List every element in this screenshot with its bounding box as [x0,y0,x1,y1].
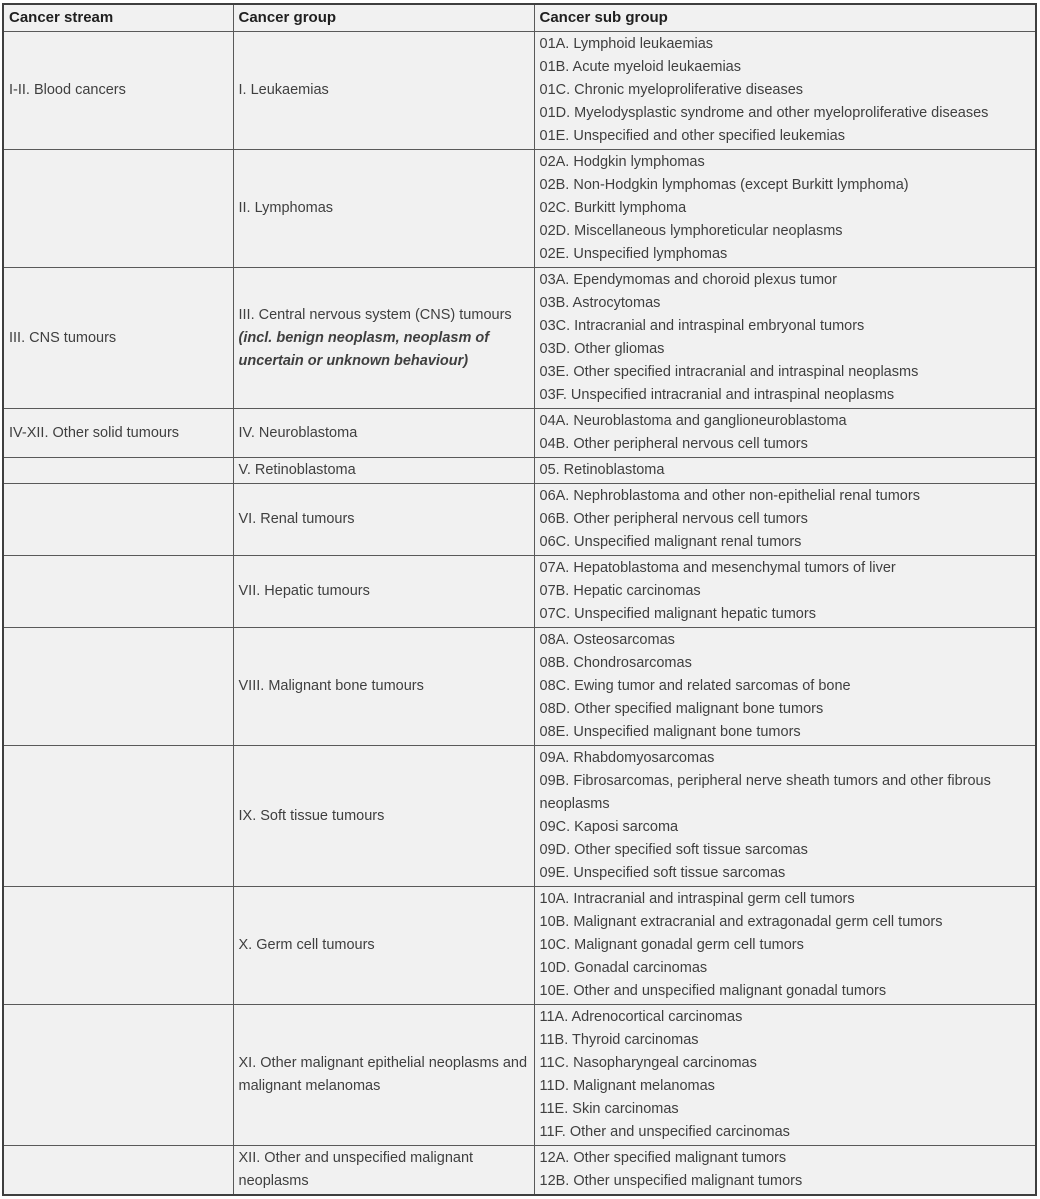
stream-cell [3,458,233,484]
subgroup-line: 01B. Acute myeloid leukaemias [539,59,741,75]
column-header-subgroup: Cancer sub group [534,4,1036,32]
group-cell [233,484,534,556]
table-body [3,32,1036,1196]
stream-cell [3,1146,233,1196]
subgroup-line: 07A. Hepatoblastoma and mesenchymal tumors of liver [539,560,896,576]
group-label: XI. Other malignant epithelial neoplasms and malignant melanomas [238,1055,528,1094]
subgroup-line: 11F. Other and unspecified carcinomas [539,1124,790,1140]
group-label: XII. Other and unspecified malignant neoplasms [238,1150,474,1189]
group-label: V. Retinoblastoma [238,462,356,478]
stream-cell [3,1005,233,1146]
group-cell [233,32,534,150]
subgroup-line: 08E. Unspecified malignant bone tumors [539,724,801,740]
table-row [3,484,1036,556]
subgroup-line: 11B. Thyroid carcinomas [539,1032,699,1048]
subgroup-line: 09D. Other specified soft tissue sarcomas [539,842,808,858]
subgroup-line: 04B. Other peripheral nervous cell tumors [539,436,808,452]
group-cell [233,150,534,268]
group-label: II. Lymphomas [238,200,334,216]
table-row [3,887,1036,1005]
subgroup-line: 07C. Unspecified malignant hepatic tumors [539,606,816,622]
group-cell [233,887,534,1005]
group-cell [233,1146,534,1196]
stream-cell [3,887,233,1005]
subgroup-cell [534,458,1036,484]
group-cell [233,556,534,628]
column-header-stream: Cancer stream [3,4,233,32]
subgroup-line: 08A. Osteosarcomas [539,632,675,648]
group-label: IX. Soft tissue tumours [238,807,385,824]
table-row [3,268,1036,409]
subgroup-line: 02A. Hodgkin lymphomas [539,154,705,170]
subgroup-line: 10B. Malignant extracranial and extragonadal germ cell tumors [539,914,943,930]
subgroup-line: 11A. Adrenocortical carcinomas [539,1009,743,1025]
subgroup-cell [534,1005,1036,1146]
subgroup-line: 10D. Gonadal carcinomas [539,960,708,976]
subgroup-line: 08C. Ewing tumor and related sarcomas of bone [539,678,851,694]
subgroup-line: 02D. Miscellaneous lymphoreticular neoplasms [539,223,843,239]
column-header-group: Cancer group [233,4,534,32]
subgroup-line: 11C. Nasopharyngeal carcinomas [539,1055,757,1071]
stream-cell: I-II. Blood cancers [3,32,233,150]
group-note: (incl. benign neoplasm, neoplasm of uncertain or unknown behaviour) [238,329,490,369]
cancer-classification-table [2,3,1037,1196]
subgroup-cell [534,1146,1036,1196]
subgroup-line: 08B. Chondrosarcomas [539,655,692,671]
table-row [3,628,1036,746]
subgroup-line: 03A. Ependymomas and choroid plexus tumor [539,272,837,288]
subgroup-cell [534,484,1036,556]
subgroup-line: 03D. Other gliomas [539,341,665,357]
stream-cell [3,746,233,887]
header-row [3,4,1036,32]
group-label: VII. Hepatic tumours [238,583,370,599]
subgroup-line: 12A. Other specified malignant tumors [539,1150,787,1166]
stream-cell [3,150,233,268]
group-cell [233,628,534,746]
subgroup-line: 03F. Unspecified intracranial and intraspinal neoplasms [539,387,895,403]
subgroup-cell [534,268,1036,409]
group-cell [233,409,534,458]
subgroup-line: 01E. Unspecified and other specified leukemias [539,128,845,144]
subgroup-line: 09B. Fibrosarcomas, peripheral nerve sheath tumors and other fibrous neoplasms [539,773,991,812]
subgroup-line: 03E. Other specified intracranial and intraspinal neoplasms [539,364,919,380]
subgroup-line: 02E. Unspecified lymphomas [539,246,728,262]
subgroup-cell [534,150,1036,268]
subgroup-line: 02C. Burkitt lymphoma [539,200,687,216]
table-row [3,1146,1036,1196]
group-label: IV. Neuroblastoma [238,424,358,441]
subgroup-line: 01C. Chronic myeloproliferative diseases [539,82,804,98]
stream-cell [3,484,233,556]
group-cell [233,268,534,409]
group-label: X. Germ cell tumours [238,937,375,953]
subgroup-cell [534,887,1036,1005]
table-row [3,458,1036,484]
subgroup-line: 06A. Nephroblastoma and other non-epithelial renal tumors [539,488,920,504]
group-cell [233,458,534,484]
subgroup-cell [534,409,1036,458]
subgroup-line: 11E. Skin carcinomas [539,1101,679,1117]
group-cell [233,1005,534,1146]
subgroup-line: 03B. Astrocytomas [539,295,661,311]
subgroup-cell [534,556,1036,628]
subgroup-line: 10C. Malignant gonadal germ cell tumors [539,937,804,953]
subgroup-line: 12B. Other unspecified malignant tumors [539,1173,803,1189]
subgroup-cell [534,628,1036,746]
group-label: I. Leukaemias [238,82,329,98]
group-label: III. Central nervous system (CNS) tumours [238,306,512,323]
subgroup-line: 01A. Lymphoid leukaemias [539,36,714,52]
subgroup-line: 08D. Other specified malignant bone tumors [539,701,824,717]
subgroup-cell [534,746,1036,887]
table-row [3,1005,1036,1146]
subgroup-line: 10A. Intracranial and intraspinal germ cell tumors [539,891,855,907]
stream-cell: IV-XII. Other solid tumours [3,409,233,458]
stream-cell: III. CNS tumours [3,268,233,409]
subgroup-line: 06C. Unspecified malignant renal tumors [539,534,802,550]
subgroup-line: 11D. Malignant melanomas [539,1078,715,1094]
subgroup-line: 07B. Hepatic carcinomas [539,583,701,599]
subgroup-line: 03C. Intracranial and intraspinal embryonal tumors [539,318,865,334]
subgroup-line: 04A. Neuroblastoma and ganglioneuroblastoma [539,413,847,429]
table-row [3,150,1036,268]
subgroup-line: 09C. Kaposi sarcoma [539,819,679,835]
table-row [3,32,1036,150]
subgroup-line: 09A. Rhabdomyosarcomas [539,750,715,766]
subgroup-line: 06B. Other peripheral nervous cell tumors [539,511,808,527]
group-label: VIII. Malignant bone tumours [238,678,424,694]
table-row [3,556,1036,628]
table-row [3,746,1036,887]
subgroup-line: 05. Retinoblastoma [539,462,665,478]
subgroup-line: 01D. Myelodysplastic syndrome and other myeloproliferative diseases [539,105,989,121]
group-cell [233,746,534,887]
table-row [3,409,1036,458]
subgroup-line: 02B. Non-Hodgkin lymphomas (except Burkitt lymphoma) [539,177,909,193]
stream-cell [3,556,233,628]
group-label: VI. Renal tumours [238,511,355,527]
subgroup-line: 10E. Other and unspecified malignant gonadal tumors [539,983,887,999]
stream-cell [3,628,233,746]
subgroup-cell [534,32,1036,150]
subgroup-line: 09E. Unspecified soft tissue sarcomas [539,865,786,881]
